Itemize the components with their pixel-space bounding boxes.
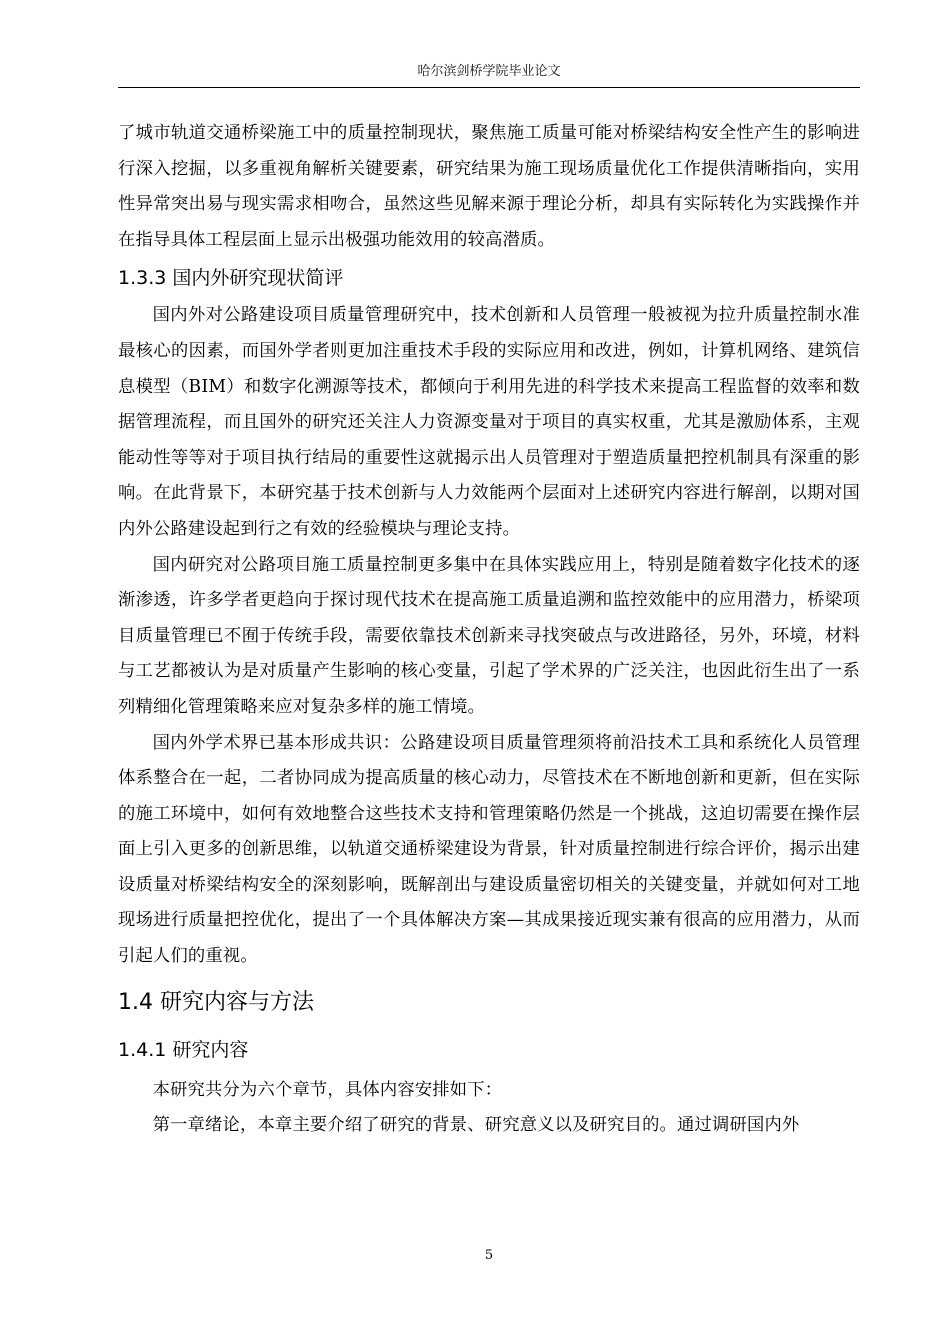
section-heading-1-3-3: 1.3.3 国内外研究现状简评 [118, 267, 344, 290]
section-heading-1-4: 1.4 研究内容与方法 [118, 989, 314, 1015]
running-header: 哈尔滨剑桥学院毕业论文 [417, 64, 561, 79]
paragraph: 国内外对公路建设项目质量管理研究中，技术创新和人员管理一般被视为拉升质量控制水准最核心的因素，而国外学者则更加注重技术手段的实际应用和改进，例如，计算机网络、建筑信息模型（BIM）和数字化溯源等技术，都倾向于利用先进的科学技术来提高工程监督的效率和数据管理流程，而且国外的研究还关注人力资源变量对于项目的真实权重，尤其是激励体系，主观能动性等等对于项目执行结局的重要性这就揭示出人员管理对于塑造质量把控机制具有深重的影响。在此背景下，本研究基于技术创新与人力效能两个层面对上述研究内容进行解剖，以期对国内外公路建设起到行之有效的经验模块与理论支持。 [118, 305, 860, 539]
paragraph: 国内外学术界已基本形成共识：公路建设项目质量管理须将前沿技术工具和系统化人员管理体系整合在一起，二者协同成为提高质量的核心动力，尽管技术在不断地创新和更新，但在实际的施工环境中，如何有效地整合这些技术支持和管理策略仍然是一个挑战，这迫切需要在操作层面上引入更多的创新思维，以轨道交通桥梁建设为背景，针对质量控制进行综合评价，揭示出建设质量对桥梁结构安全的深刻影响，既解剖出与建设质量密切相关的关键变量，并就如何对工地现场进行质量把控优化，提出了一个具体解决方案—其成果接近现实兼有很高的应用潜力，从而引起人们的重视。 [118, 732, 860, 967]
header-divider [118, 87, 860, 88]
document-body [118, 116, 860, 1144]
section-heading-1-4-1: 1.4.1 研究内容 [118, 1038, 249, 1061]
page-number: 5 [484, 1248, 494, 1263]
paragraph: 国内研究对公路项目施工质量控制更多集中在具体实践应用上，特别是随着数字化技术的逐渐渗透，许多学者更趋向于探讨现代技术在提高施工质量追溯和监控效能中的应用潜力，桥梁项目质量管理已不囿于传统手段，需要依靠技术创新来寻找突破点与改进路径，另外，环境，材料与工艺都被认为是对质量产生影响的核心变量，引起了学术界的广泛关注，也因此衍生出了一系列精细化管理策略来应对复杂多样的施工情境。 [118, 554, 860, 717]
paragraph: 本研究共分为六个章节，具体内容安排如下： [152, 1079, 503, 1100]
paragraph-continuation: 了城市轨道交通桥梁施工中的质量控制现状，聚焦施工质量可能对桥梁结构安全性产生的影响进行深入挖掘，以多重视角解析关键要素，研究结果为施工现场质量优化工作提供清晰指向，实用性异常突出易与现实需求相吻合，虽然这些见解来源于理论分析，却具有实际转化为实践操作并在指导具体工程层面上显示出极强功能效用的较高潜质。 [118, 123, 860, 250]
paragraph: 第一章绪论，本章主要介绍了研究的背景、研究意义以及研究目的。通过调研国内外 [152, 1115, 800, 1136]
